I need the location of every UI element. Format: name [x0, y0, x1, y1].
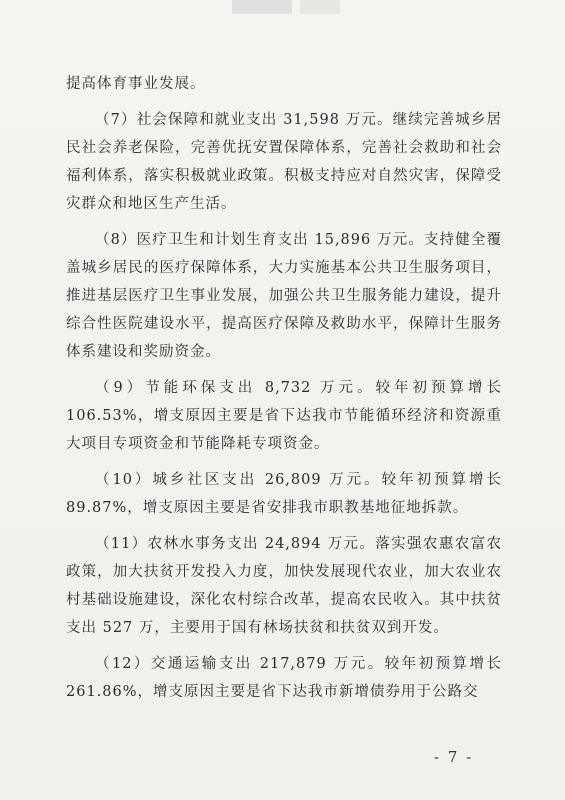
scan-artifact	[300, 0, 340, 14]
paragraph-continuation: 提高体育事业发展。	[66, 76, 206, 92]
paragraph-social-security: （7）社会保障和就业支出 31,598 万元。继续完善城乡居民社会养老保险，完善优抚安置保障体系，完善社会救助和社会福利体系，落实积极就业政策。积极支持应对自然灾害，保障受灾群众和地区生产生活。	[66, 112, 502, 212]
paragraph-energy-environment: （9）节能环保支出 8,732 万元。较年初预算增长 106.53%，增支原因主要是省下达我市节能循环经济和资源重大项目专项资金和节能降耗专项资金。	[66, 380, 502, 452]
document-body	[66, 70, 502, 714]
paragraph-agriculture-forestry-water: （11）农林水事务支出 24,894 万元。落实强农惠农富农政策，加大扶贫开发投入力度，加快发展现代农业，加大农业农村基础设施建设，深化农村综合改革，提高农民收入。其中扶贫支出 527 万，主要用于国有林场扶贫和扶贫双到开发。	[66, 536, 502, 636]
paragraph-urban-rural-community: （10）城乡社区支出 26,809 万元。较年初预算增长 89.87%，增支原因主要是省安排我市职教基地征地拆款。	[66, 472, 502, 516]
paragraph-healthcare: （8）医疗卫生和计划生育支出 15,896 万元。支持健全覆盖城乡居民的医疗保障体系，大力实施基本公共卫生服务项目，推进基层医疗卫生事业发展，加强公共卫生服务能力建设，提升综合性医院建设水平，提高医疗保障及救助水平，保障计生服务体系建设和奖励资金。	[66, 232, 502, 360]
scan-artifact	[232, 0, 292, 14]
page-number: - 7 -	[434, 748, 474, 766]
paragraph-transportation: （12）交通运输支出 217,879 万元。较年初预算增长 261.86%，增支原因主要是省下达我市新增债券用于公路交	[66, 656, 502, 700]
